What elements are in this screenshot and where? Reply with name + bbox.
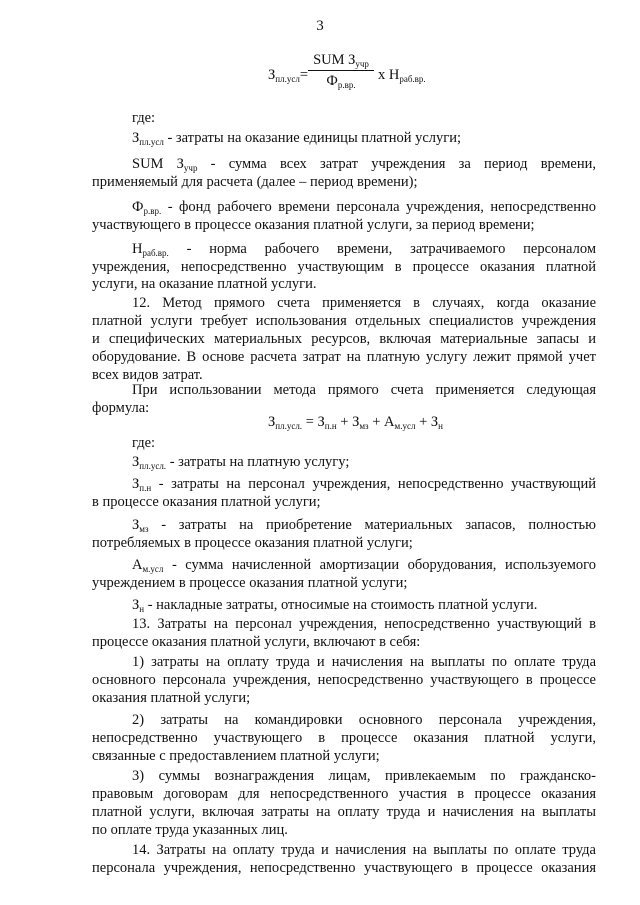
def-z-pn-cont: в процессе оказания платной услуги; — [92, 494, 321, 510]
definition-sum-z-cont: применяемый для расчета (далее – период времени); — [92, 174, 418, 190]
paragraph-use-line-2: формула: — [92, 400, 150, 416]
item-2-line-2: непосредственно участвующего в процессе оказания платной услуги, — [92, 730, 596, 746]
formula-rhs: x $Н_{раб.вр.}$ — [378, 67, 426, 84]
formula-direct-count: $З_{пл.усл.} = З_{п.н} + З_{мз} + А_{м.усл} + З_н$ — [268, 414, 443, 431]
item-3-line-2: правовым договорам для непосредственного участия в процессе оказания — [92, 786, 596, 802]
paragraph-12-line-5: всех видов затрат. — [92, 367, 203, 383]
item-1-line-1: 1) затраты на оплату труда и начисления на выплаты по оплате труда — [132, 654, 596, 670]
definition-n-rabvr: $Н_{раб.вр.}$ - норма рабочего времени, затрачиваемого персоналом — [132, 241, 596, 258]
paragraph-12-line-3: и специфических материальных ресурсов, включая материальные запасы и — [92, 331, 596, 347]
fraction-numerator: SUM $З_{учр}$ — [313, 52, 369, 69]
page-number: 3 — [316, 18, 324, 34]
formula-lhs: $З_{пл.усл}=$ — [268, 67, 308, 84]
def-a-musl-cont: учреждением в процессе оказания платной услуги; — [92, 575, 408, 591]
definition-f-rvr-cont: участвующего в процессе оказания платной услуги, за период времени; — [92, 217, 535, 233]
fraction-bar — [308, 70, 374, 71]
where-label: где: — [132, 110, 156, 126]
paragraph-12-line-4: оборудование. В основе расчета затрат на платную услугу лежит прямой учет — [92, 349, 596, 365]
paragraph-14-line-2: персонала учреждения, непосредственно участвующего в процессе оказания — [92, 860, 596, 876]
paragraph-12-line-2: платной услуги требует использования отдельных специалистов учреждения — [92, 313, 596, 329]
def-a-musl: $А_{м.усл}$ - сумма начисленной амортизации оборудования, используемого — [132, 557, 596, 574]
item-2-line-1: 2) затраты на командировки основного персонала учреждения, — [132, 712, 596, 728]
paragraph-13-line-2: процессе оказания платной услуги, включают в себя: — [92, 634, 421, 650]
definition-z-pl-usl: $З_{пл.усл}$ - затраты на оказание единицы платной услуги; — [132, 130, 462, 147]
def-z-pl-usl-2: $З_{пл.усл.}$ - затраты на платную услугу; — [132, 454, 350, 471]
paragraph-12-line-1: 12. Метод прямого счета применяется в случаях, когда оказание — [132, 295, 596, 311]
paragraph-14-line-1: 14. Затраты на оплату труда и начисления на выплаты по оплате труда — [132, 842, 596, 858]
item-3-line-4: по оплате труда указанных лиц. — [92, 822, 288, 838]
definition-f-rvr: $Ф_{р.вр.}$ - фонд рабочего времени персонала учреждения, непосредственно — [132, 199, 596, 216]
item-1-line-2: основного персонала учреждения, непосредственно участвующего в процессе — [92, 672, 596, 688]
item-1-line-3: оказания платной услуги; — [92, 690, 251, 706]
definition-sum-z: SUM $З_{учр}$ - сумма всех затрат учреждения за период времени, — [132, 156, 596, 173]
definition-n-rabvr-cont1: учреждения, непосредственно участвующим в процессе оказания платной — [92, 259, 596, 275]
formula-fraction — [308, 52, 374, 90]
def-z-pn: $З_{п.н}$ - затраты на персонал учреждения, непосредственно участвующий — [132, 476, 596, 493]
item-3-line-1: 3) суммы вознаграждения лицам, привлекаемым по гражданско- — [132, 768, 596, 784]
def-z-mz: $З_{мз}$ - затраты на приобретение материальных запасов, полностью — [132, 517, 596, 534]
def-z-n: $З_н$ - накладные затраты, относимые на стоимость платной услуги. — [132, 597, 538, 614]
item-3-line-3: платной услуги, включая затраты на оплату труда и начисления на выплаты — [92, 804, 596, 820]
fraction-denominator: $Ф_{р.вр.}$ — [326, 73, 356, 90]
paragraph-use-line-1: При использовании метода прямого счета применяется следующая — [132, 382, 596, 398]
def-z-mz-cont: потребляемых в процессе оказания платной услуги; — [92, 535, 413, 551]
where-label-2: где: — [132, 435, 156, 451]
paragraph-13-line-1: 13. Затраты на персонал учреждения, непосредственно участвующий в — [132, 616, 596, 632]
item-2-line-3: связанные с предоставлением платной услуги; — [92, 748, 380, 764]
definition-n-rabvr-cont2: услуги, на оказание платной услуги. — [92, 276, 317, 292]
